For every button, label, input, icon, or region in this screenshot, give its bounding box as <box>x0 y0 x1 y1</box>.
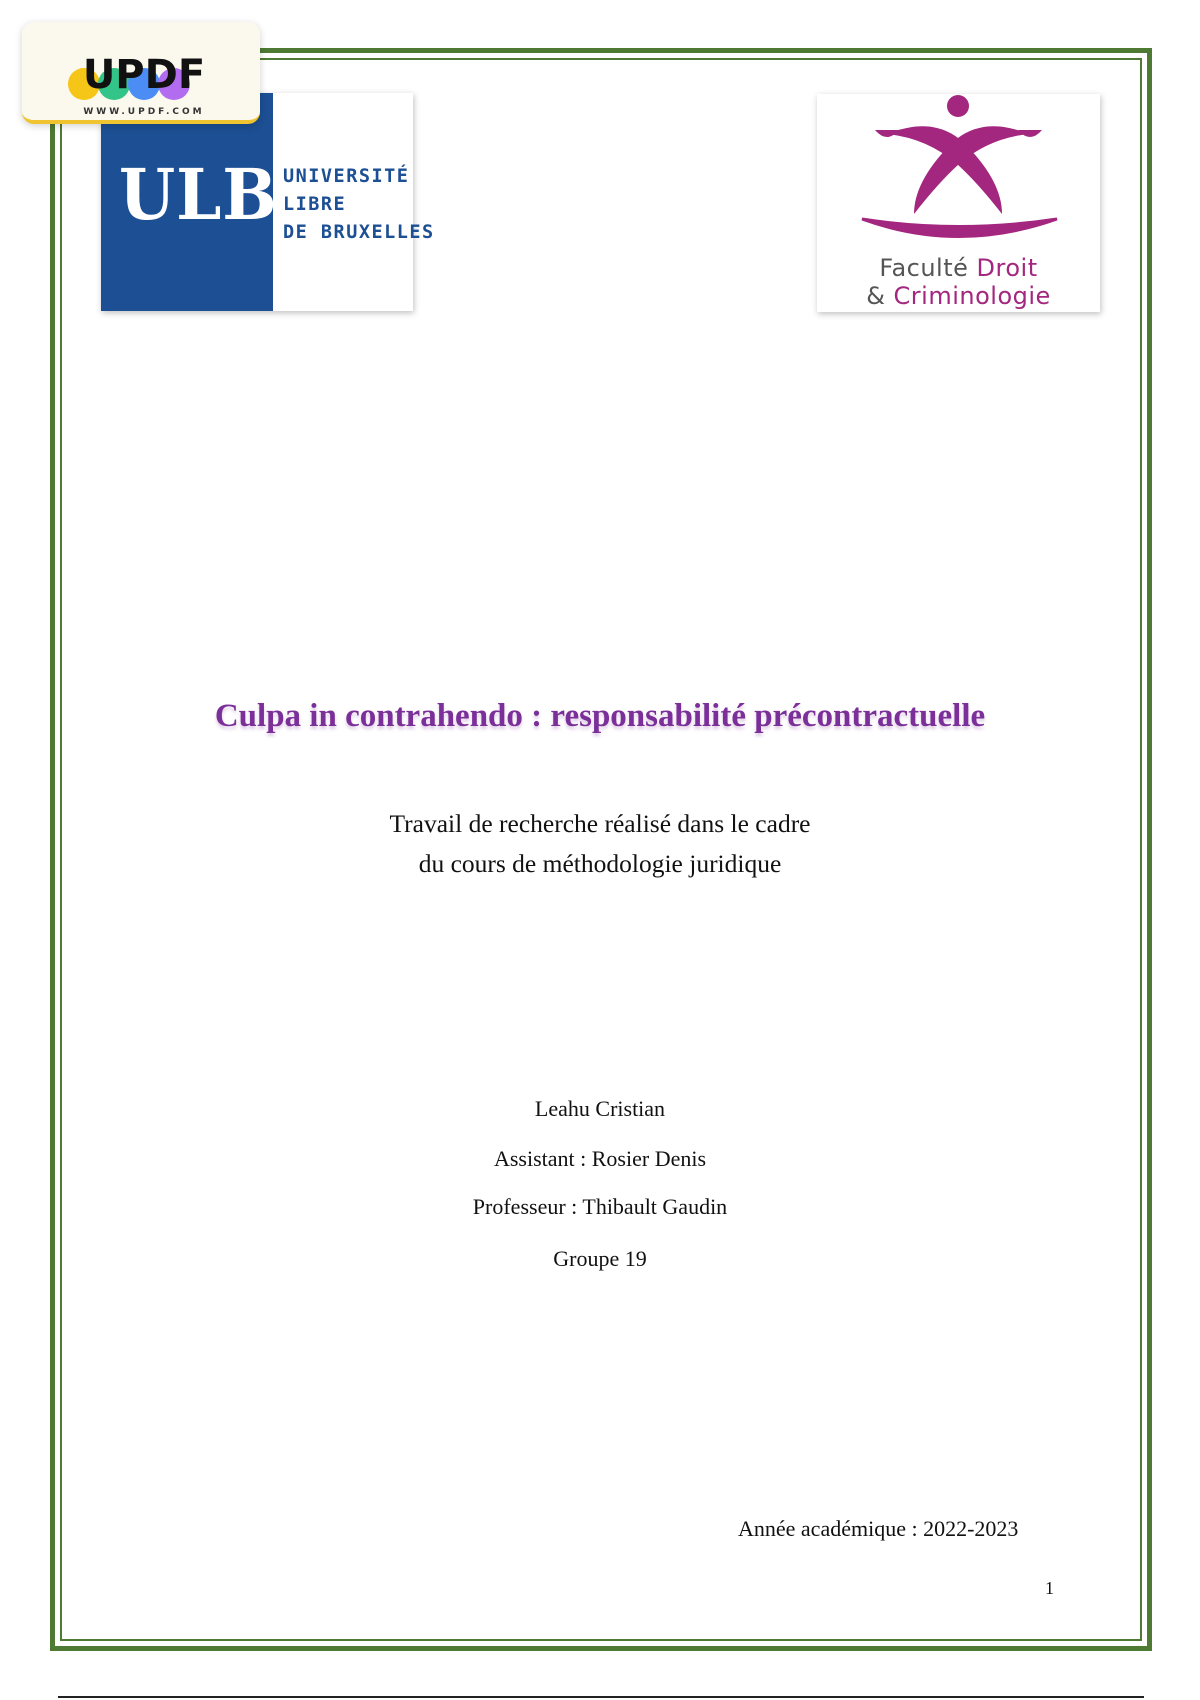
group-number: Groupe 19 <box>553 1246 647 1271</box>
faculty-logo <box>817 94 1100 312</box>
page-number: 1 <box>1045 1578 1054 1598</box>
ulb-logo <box>101 93 435 311</box>
ulb-logo-line3: DE BRUXELLES <box>283 222 435 243</box>
ulb-logo-line2: LIBRE <box>283 194 347 215</box>
updf-url-text: WWW.UPDF.COM <box>83 107 205 117</box>
updf-brand-text: UPDF <box>82 52 206 98</box>
updf-logo-icon <box>22 22 260 120</box>
assistant-name: Assistant : Rosier Denis <box>493 1146 707 1171</box>
faculty-logo-word2: Droit <box>976 254 1038 282</box>
faculty-logo-amp: & <box>866 282 886 310</box>
author-name: Leahu Cristian <box>534 1096 666 1121</box>
faculty-logo-word1: Faculté <box>879 254 969 282</box>
faculty-logo-word3: Criminologie <box>893 282 1051 310</box>
document-title: Culpa in contrahendo : responsabilité précontractuelle <box>214 698 986 734</box>
scales-of-justice-icon <box>817 94 1100 254</box>
faculty-logo-line2 <box>817 282 1100 310</box>
faculty-logo-line1 <box>817 254 1100 282</box>
ulb-logo-letters: ULB <box>119 153 278 236</box>
ulb-logo-blue-panel <box>101 93 278 311</box>
updf-watermark <box>22 22 260 124</box>
document-subtitle: Travail de recherche réalisé dans le cadre du cours de méthodologie juridique <box>389 809 811 878</box>
ulb-logo-line1: UNIVERSITÉ <box>283 166 410 187</box>
academic-year: Année académique : 2022-2023 <box>738 1516 1019 1541</box>
ulb-logo-wordmark <box>283 163 435 247</box>
professor-name: Professeur : Thibault Gaudin <box>472 1194 728 1219</box>
page-bottom-rule <box>58 1696 1144 1698</box>
